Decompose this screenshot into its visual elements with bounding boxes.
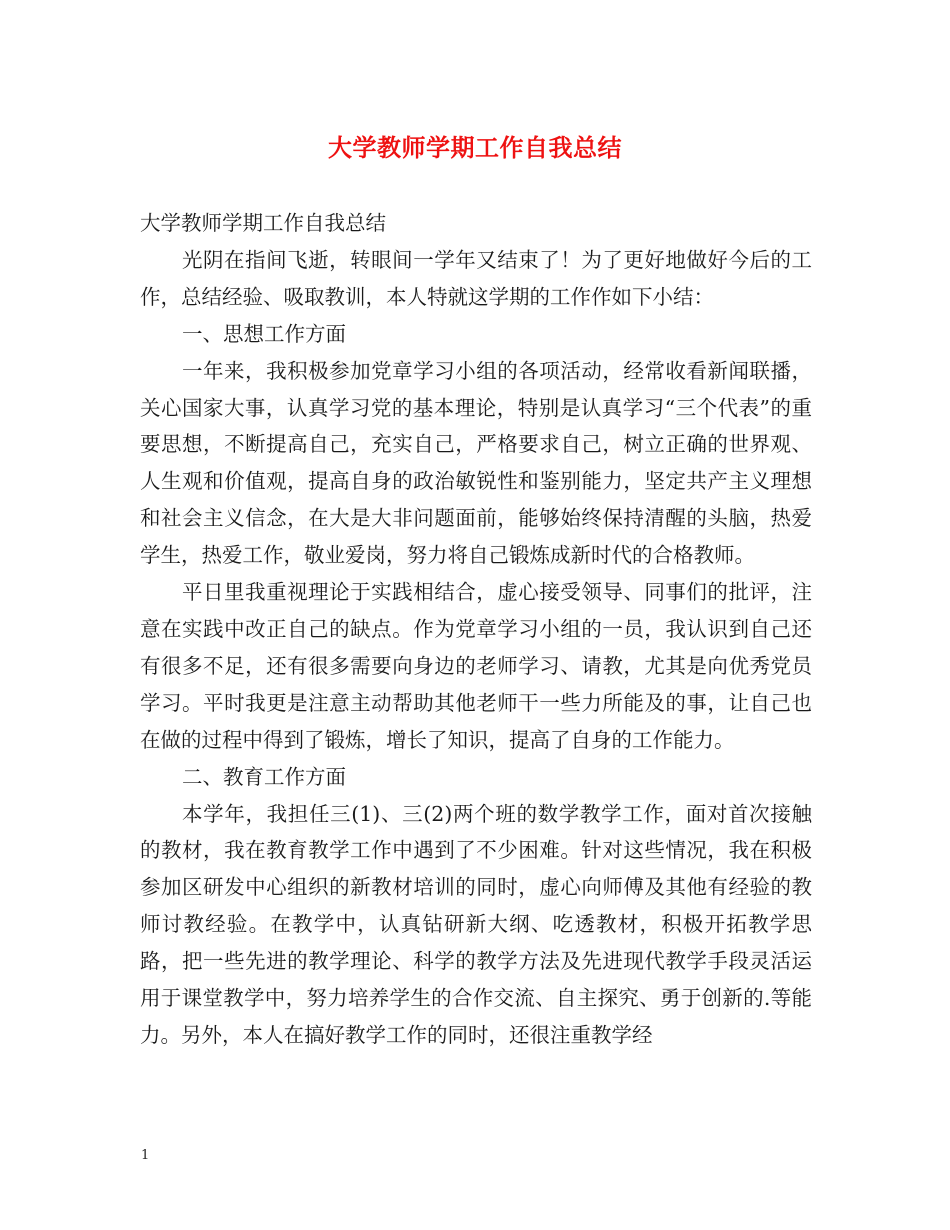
paragraph-education-1: 本学年，我担任三(1)、三(2)两个班的数学教学工作，面对首次接触的教材，我在教育教学工作中遇到了不少困难。针对这些情况，我在积极参加区研发中心组织的新教材培训的同时，虚心向师傅及其他有经验的教师讨教经验。在教学中，认真钻研新大纲、吃透教材，积极开拓教学思路，把一些先进的教学理论、科学的教学方法及先进现代教学手段灵活运用于课堂教学中，努力培养学生的合作交流、自主探究、勇于创新的.等能力。另外，本人在搞好教学工作的同时，还很注重教学经	[140, 801, 812, 1047]
page-number: 1	[141, 1148, 150, 1163]
section-heading-education: 二、教育工作方面	[182, 764, 346, 789]
document-title: 大学教师学期工作自我总结	[328, 133, 622, 162]
document-body	[140, 205, 812, 1054]
paragraph-ideology-2: 平日里我重视理论于实践相结合，虚心接受领导、同事们的批评，注意在实践中改正自己的缺点。作为党章学习小组的一员，我认识到自己还有很多不足，还有很多需要向身边的老师学习、请教，尤其是向优秀党员学习。平时我更是注意主动帮助其他老师干一些力所能及的事，让自己也在做的过程中得到了锻炼，增长了知识，提高了自身的工作能力。	[140, 580, 812, 752]
section-heading-ideology: 一、思想工作方面	[182, 321, 346, 346]
paragraph-intro: 光阴在指间飞逝，转眼间一学年又结束了！为了更好地做好今后的工作，总结经验、吸取教训，本人特就这学期的工作作如下小结：	[140, 247, 812, 309]
document-subtitle: 大学教师学期工作自我总结	[140, 211, 386, 235]
paragraph-ideology-1: 一年来，我积极参加党章学习小组的各项活动，经常收看新闻联播，关心国家大事，认真学习党的基本理论，特别是认真学习“三个代表”的重要思想，不断提高自己，充实自己，严格要求自己，树立正确的世界观、人生观和价值观，提高自身的政治敏锐性和鉴别能力，坚定共产主义理想和社会主义信念，在大是大非问题面前，能够始终保持清醒的头脑，热爱学生，热爱工作，敬业爱岗，努力将自己锻炼成新时代的合格教师。	[140, 358, 812, 568]
